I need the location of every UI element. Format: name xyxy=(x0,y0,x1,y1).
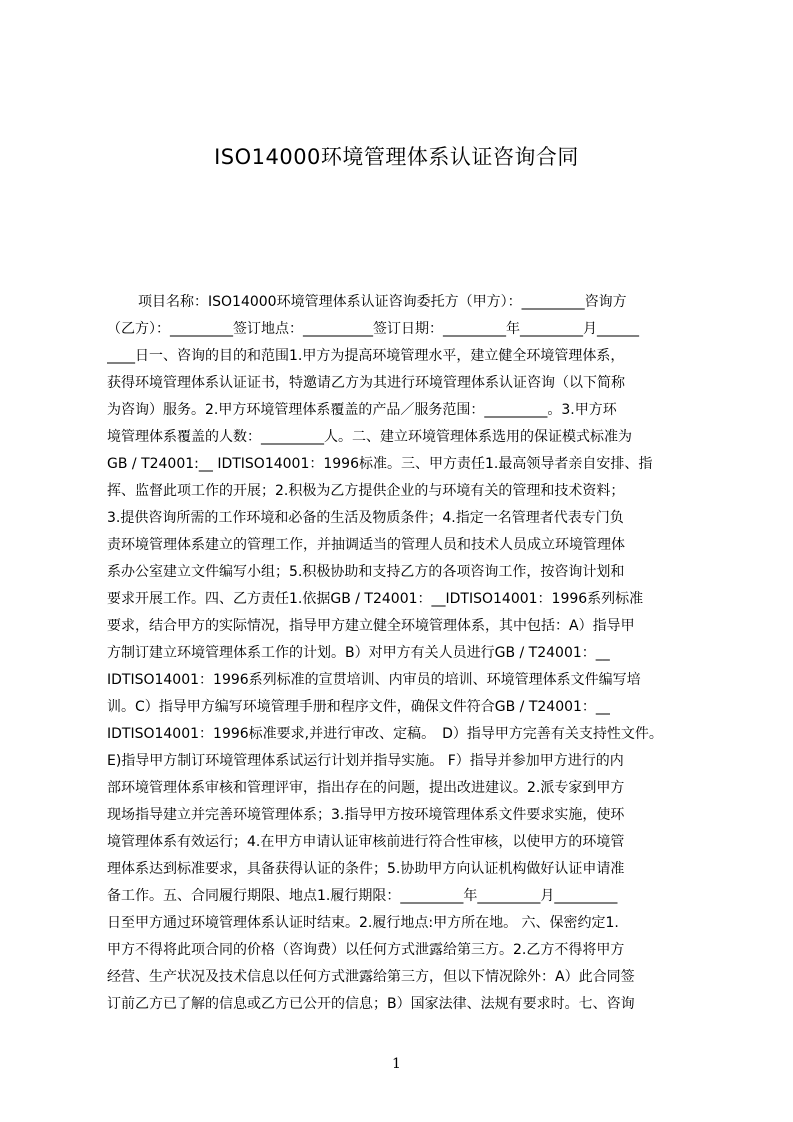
body-line: 备工作。五、合同履行期限、地点1.履行期限：_________年_________月_________ xyxy=(107,888,618,904)
body-line: 要求开展工作。四、乙方责任1.依据GB / T24001：__IDTISO14001：1996系列标准 xyxy=(107,591,644,607)
page-number: 1 xyxy=(392,1056,401,1072)
body-line: 甲方不得将此项合同的价格（咨询费）以任何方式泄露给第三方。2.乙方不得将甲方 xyxy=(107,942,625,958)
body-line: 项目名称：ISO14000环境管理体系认证咨询委托方（甲方）：_________咨询方 xyxy=(138,294,627,310)
body-line: 责环境管理体系建立的管理工作，并抽调适当的管理人员和技术人员成立环境管理体 xyxy=(107,537,625,553)
body-line: 境管理体系有效运行；4.在甲方申请认证审核前进行符合性审核，以使甲方的环境管 xyxy=(107,834,625,850)
body-line: E)指导甲方制订环境管理体系试运行计划并指导实施。 F）指导并参加甲方进行的内 xyxy=(107,753,624,769)
contract-body xyxy=(107,289,697,1059)
body-line: 部环境管理体系审核和管理评审，指出存在的问题，提出改进建议。2.派专家到甲方 xyxy=(107,780,625,796)
body-line: 订前乙方已了解的信息或乙方已公开的信息；B）国家法律、法规有要求时。七、咨询 xyxy=(107,996,635,1012)
body-line: 境管理体系覆盖的人数：_________人。二、建立环境管理体系选用的保证模式标准为 xyxy=(107,429,632,445)
body-line: 现场指导建立并完善环境管理体系；3.指导甲方按环境管理体系文件要求实施，使环 xyxy=(107,807,625,823)
body-line: IDTISO14001：1996标准要求,并进行审改、定稿。 D）指导甲方完善有关支持性文件。 xyxy=(107,726,663,742)
body-line: 为咨询）服务。2.甲方环境管理体系覆盖的产品／服务范围：_________。3.甲方环 xyxy=(107,402,617,418)
body-line: 挥、监督此项工作的开展；2.积极为乙方提供企业的与环境有关的管理和技术资料； xyxy=(107,483,625,499)
document-title: ISO14000环境管理体系认证咨询合同 xyxy=(214,145,579,169)
body-line: ____日一、咨询的目的和范围1.甲方为提高环境管理水平，建立健全环境管理体系， xyxy=(107,348,625,364)
body-line: 要求，结合甲方的实际情况，指导甲方建立健全环境管理体系，其中包括：A）指导甲 xyxy=(107,618,635,634)
body-line: GB / T24001:__ IDTISO14001：1996标准。三、甲方责任1.最高领导者亲自安排、指 xyxy=(107,456,653,472)
body-line: 3.提供咨询所需的工作环境和必备的生活及物质条件；4.指定一名管理者代表专门负 xyxy=(107,510,624,526)
body-line: 系办公室建立文件编写小组；5.积极协助和支持乙方的各项咨询工作，按咨询计划和 xyxy=(107,564,625,580)
body-line: （乙方）：_________签订地点：__________签订日期：_________年_________月______ xyxy=(107,321,639,337)
body-line: 训。C）指导甲方编写环境管理手册和程序文件，确保文件符合GB / T24001：__ xyxy=(107,699,610,715)
body-line: 理体系达到标准要求，具备获得认证的条件；5.协助甲方向认证机构做好认证申请准 xyxy=(107,861,625,877)
body-line: IDTISO14001：1996系列标准的宣贯培训、内审员的培训、环境管理体系文件编写培 xyxy=(107,672,641,688)
body-line: 获得环境管理体系认证证书，特邀请乙方为其进行环境管理体系认证咨询（以下简称 xyxy=(107,375,625,391)
body-line: 日至甲方通过环境管理体系认证时结束。2.履行地点:甲方所在地。 六、保密约定1. xyxy=(107,915,619,931)
body-line: 方制订建立环境管理体系工作的计划。B）对甲方有关人员进行GB / T24001：__ xyxy=(107,645,610,661)
body-line: 经营、生产状况及技术信息以任何方式泄露给第三方，但以下情况除外：A）此合同签 xyxy=(107,969,635,985)
